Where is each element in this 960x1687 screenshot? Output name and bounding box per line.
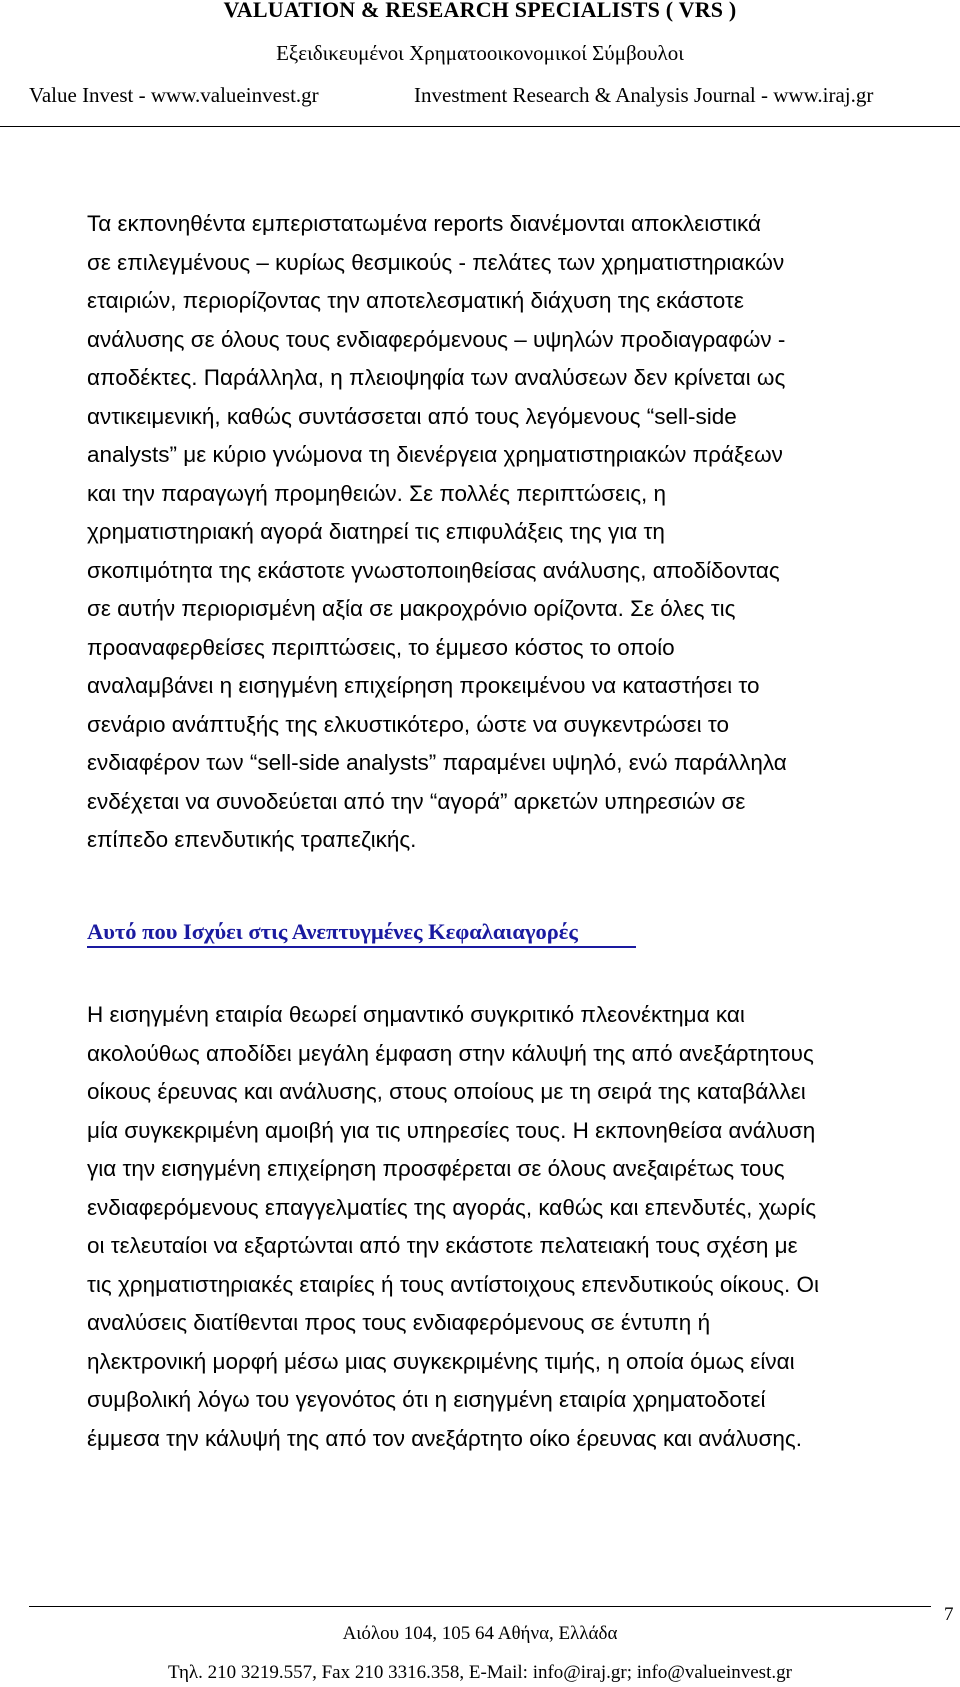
text-line: ακολούθως αποδίδει μεγάλη έμφαση στην κάλυψή της από ανεξάρτητους [87, 1040, 814, 1066]
text-line: αποδέκτες. Παράλληλα, η πλειοψηφία των αναλύσεων δεν κρίνεται ως [87, 365, 786, 390]
text-line: ηλεκτρονική μορφή μέσω μιας συγκεκριμένης τιμής, η οποία όμως είναι [87, 1348, 795, 1374]
text-line: αναλαμβάνει η εισηγμένη επιχείρηση προκειμένου να καταστήσει το [87, 673, 760, 698]
footer-address: Αιόλου 104, 105 64 Αθήνα, Ελλάδα [342, 1623, 618, 1644]
text-line: προαναφερθείσες περιπτώσεις, το έμμεσο κόστος το οποίο [87, 634, 675, 660]
text-line: τις χρηματιστηριακές εταιρίες ή τους αντίστοιχους επενδυτικούς οίκους. Οι [87, 1271, 820, 1297]
text-line: analysts” με κύριο γνώμονα τη διενέργεια χρηματιστηριακών πράξεων [87, 442, 783, 467]
iraj-website: Investment Research & Analysis Journal - www.iraj.gr [414, 83, 874, 107]
text-line: ενδέχεται να συνοδεύεται από την “αγορά” αρκετών υπηρεσιών σε [87, 788, 746, 814]
firm-name: VALUATION & RESEARCH SPECIALISTS ( VRS ) [223, 0, 737, 22]
footer-contact: Τηλ. 210 3219.557, Fax 210 3316.358, E-Mail: info@iraj.gr; info@valueinvest.gr [168, 1662, 792, 1683]
text-line: αναλύσεις διατίθενται προς τους ενδιαφερόμενους σε έντυπη ή [87, 1310, 711, 1335]
text-line: ανάλυσης σε όλους τους ενδιαφερόμενους – υψηλών προδιαγραφών - [87, 326, 786, 352]
text-line: επίπεδο επενδυτικής τραπεζικής. [87, 827, 417, 852]
text-line: οίκους έρευνας και ανάλυσης, στους οποίους με τη σειρά της καταβάλλει [87, 1079, 806, 1104]
text-line: εταιριών, περιορίζοντας την αποτελεσματική διάχυση της εκάστοτε [87, 288, 744, 313]
paragraph-independent-research [87, 996, 887, 1458]
section-heading: Αυτό που Ισχύει στις Ανεπτυγμένες Κεφαλαιαγορές [87, 918, 636, 948]
text-line: μία συγκεκριμένη αμοιβή για τις υπηρεσίες τους. Η εκπονηθείσα ανάλυση [87, 1117, 816, 1143]
text-line: σε αυτήν περιορισμένη αξία σε μακροχρόνιο ορίζοντα. Σε όλες τις [87, 596, 736, 621]
text-line: σε επιλεγμένους – κυρίως θεσμικούς - πελάτες των χρηματιστηριακών [87, 249, 785, 275]
value-invest-website: Value Invest - www.valueinvest.gr [29, 83, 319, 107]
text-line: Η εισηγμένη εταιρία θεωρεί σημαντικό συγκριτικό πλεονέκτημα και [87, 1002, 745, 1027]
text-line: για την εισηγμένη επιχείρηση προσφέρεται σε όλους ανεξαιρέτως τους [87, 1156, 785, 1181]
text-line: αντικειμενική, καθώς συντάσσεται από τους λεγόμενους “sell-side [87, 403, 737, 429]
text-line: συμβολική λόγω του γεγονότος ότι η εισηγμένη εταιρία χρηματοδοτεί [87, 1387, 766, 1412]
firm-subtitle: Εξειδικευμένοι Χρηματοοικονομικοί Σύμβουλοι [276, 41, 684, 65]
paragraph-sell-side-research [87, 205, 887, 860]
text-line: ενδιαφερόμενους επαγγελματίες της αγοράς, καθώς και επενδυτές, χωρίς [87, 1194, 817, 1220]
footer-divider [29, 1606, 931, 1607]
text-line: σενάριο ανάπτυξής της ελκυστικότερο, ώστε να συγκεντρώσει το [87, 711, 730, 737]
page-number: 7 [944, 1604, 954, 1625]
text-line: χρηματιστηριακή αγορά διατηρεί τις επιφυλάξεις της για τη [87, 519, 665, 544]
header-divider [0, 126, 960, 127]
text-line: Τα εκπονηθέντα εμπεριστατωμένα reports διανέμονται αποκλειστικά [87, 211, 762, 236]
text-line: σκοπιμότητα της εκάστοτε γνωστοποιηθείσας ανάλυσης, αποδίδοντας [87, 557, 780, 583]
text-line: και την παραγωγή προμηθειών. Σε πολλές περιπτώσεις, η [87, 480, 667, 506]
text-line: οι τελευταίοι να εξαρτώνται από την εκάστοτε πελατειακή τους σχέση με [87, 1233, 798, 1258]
text-line: ενδιαφέρον των “sell-side analysts” παραμένει υψηλό, ενώ παράλληλα [87, 750, 787, 775]
text-line: έμμεσα την κάλυψή της από τον ανεξάρτητο οίκο έρευνας και ανάλυσης. [87, 1425, 802, 1451]
